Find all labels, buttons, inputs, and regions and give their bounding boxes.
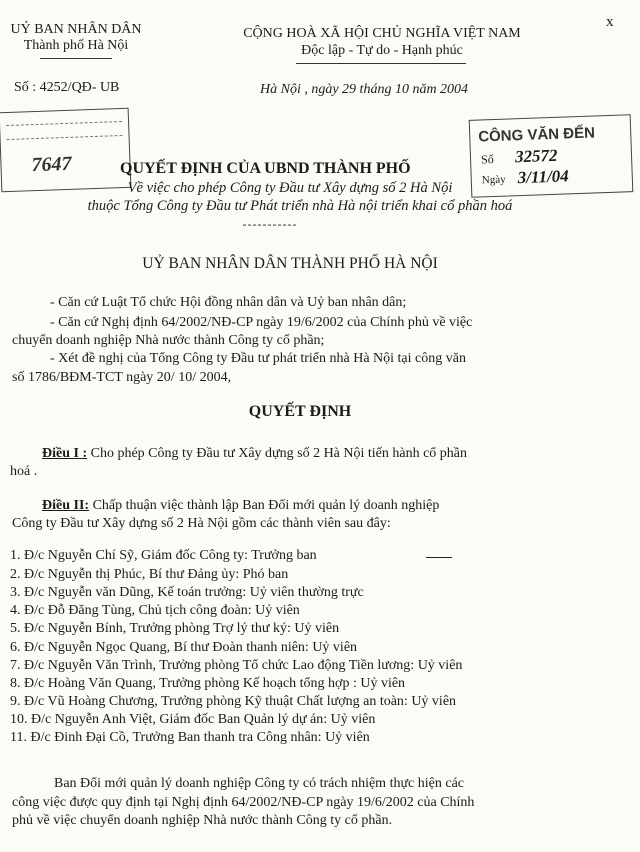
national-title: CỘNG HOÀ XÃ HỘI CHỦ NGHĨA VIỆT NAM: [243, 26, 521, 41]
basis-line: số 1786/BĐM-TCT ngày 20/ 10/ 2004,: [12, 370, 232, 385]
decision-heading: QUYẾT ĐỊNH: [248, 403, 352, 420]
article-1-continuation: hoá .: [10, 464, 38, 479]
stamp-right-date-label: Ngày: [481, 173, 506, 187]
issuer-name: UỶ BAN NHÂN DÂN: [10, 22, 142, 37]
basis-line: - Căn cứ Luật Tổ chức Hội đồng nhân dân và Uỷ ban nhân dân;: [50, 295, 407, 310]
member-item: 5. Đ/c Nguyễn Bính, Trưởng phòng Trợ lý thư ký: Uỷ viên: [10, 621, 340, 636]
member-item: 10. Đ/c Nguyễn Anh Việt, Giám đốc Ban Quản lý dự án: Uỷ viên: [10, 712, 376, 727]
member-item: 9. Đ/c Vũ Hoàng Chương, Trưởng phòng Kỹ thuật Chất lượng an toàn: Uỷ viên: [10, 694, 457, 709]
article-2: [42, 498, 439, 514]
issue-date: Hà Nội , ngày 29 tháng 10 năm 2004: [260, 82, 469, 97]
closing-line: công việc được quy định tại Nghị định 64/2002/NĐ-CP ngày 19/6/2002 của Chính: [12, 795, 475, 810]
national-motto: Độc lập - Tự do - Hạnh phúc: [301, 43, 463, 58]
member-item: 6. Đ/c Nguyễn Ngọc Quang, Bí thư Đoàn thanh niên: Uỷ viên: [10, 640, 358, 655]
member-item: 8. Đ/c Hoàng Văn Quang, Trưởng phòng Kế hoạch tổng hợp : Uỷ viên: [10, 676, 406, 691]
member-item: 11. Đ/c Đinh Đại Cồ, Trưởng Ban thanh tra Công nhân: Uỷ viên: [10, 730, 370, 745]
basis-line: chuyển doanh nghiệp Nhà nước thành Công ty cổ phần;: [12, 333, 325, 348]
stamp-right-title: CÔNG VĂN ĐẾN: [477, 124, 596, 146]
article-2-continuation: Công ty Đầu tư Xây dựng số 2 Hà Nội gồm các thành viên sau đây:: [12, 516, 391, 531]
article-1-label: Điều I :: [42, 446, 88, 461]
decision-subject-1: Về việc cho phép Công ty Đầu tư Xây dựng số 2 Hà Nội: [127, 180, 453, 196]
stamp-right-date: 3/11/04: [517, 166, 570, 188]
issuer-city: Thành phố Hà Nội: [23, 38, 129, 53]
basis-line: - Căn cứ Nghị định 64/2002/NĐ-CP ngày 19/6/2002 của Chính phủ về việc: [50, 315, 473, 330]
stamp-right-number-label: Số: [480, 152, 495, 167]
closing-line: phủ về việc chuyển doanh nghiệp Nhà nước thành Công ty cổ phần.: [12, 813, 393, 828]
article-2-text: Chấp thuận việc thành lập Ban Đổi mới quản lý doanh nghiệp: [89, 498, 440, 513]
article-2-label: Điều II:: [42, 498, 90, 513]
member-item: 1. Đ/c Nguyễn Chí Sỹ, Giám đốc Công ty: Trưởng ban: [10, 548, 317, 563]
decision-title: QUYẾT ĐỊNH CỦA UBND THÀNH PHỐ: [120, 160, 411, 177]
issuer-underline: [40, 58, 112, 59]
document-number: Số : 4252/QĐ- UB: [14, 80, 120, 95]
member-item: 4. Đ/c Đỗ Đăng Tùng, Chủ tịch công đoàn: Uỷ viên: [10, 603, 300, 618]
member-item: 7. Đ/c Nguyễn Văn Trình, Trưởng phòng Tổ chức Lao động Tiền lương: Uỷ viên: [10, 658, 463, 673]
member-item: 3. Đ/c Nguyễn văn Dũng, Kế toán trưởng: Uỷ viên thường trực: [10, 585, 364, 600]
title-divider: -----------: [242, 217, 298, 231]
stamp-right-number: 32572: [514, 145, 558, 167]
issuing-authority: UỶ BAN NHÂN DÂN THÀNH PHỐ HÀ NỘI: [142, 255, 438, 272]
corner-mark: x: [606, 14, 614, 30]
stamp-left-number: 7647: [31, 152, 72, 177]
motto-underline: [296, 63, 466, 64]
closing-line: Ban Đổi mới quản lý doanh nghiệp Công ty có trách nhiệm thực hiện các: [54, 776, 465, 791]
member-item: 2. Đ/c Nguyễn thị Phúc, Bí thư Đảng ủy: Phó ban: [10, 567, 289, 582]
article-1: [42, 446, 467, 462]
basis-line: - Xét đề nghị của Tổng Công ty Đầu tư phát triển nhà Hà Nội tại công văn: [50, 351, 466, 366]
stray-dash-mark: [426, 557, 452, 558]
article-1-text: Cho phép Công ty Đầu tư Xây dựng số 2 Hà Nội tiến hành cổ phần: [87, 446, 468, 461]
decision-subject-2: thuộc Tổng Công ty Đầu tư Phát triển nhà Hà nội triển khai cổ phần hoá: [87, 198, 513, 214]
received-stamp-right: [469, 114, 634, 198]
